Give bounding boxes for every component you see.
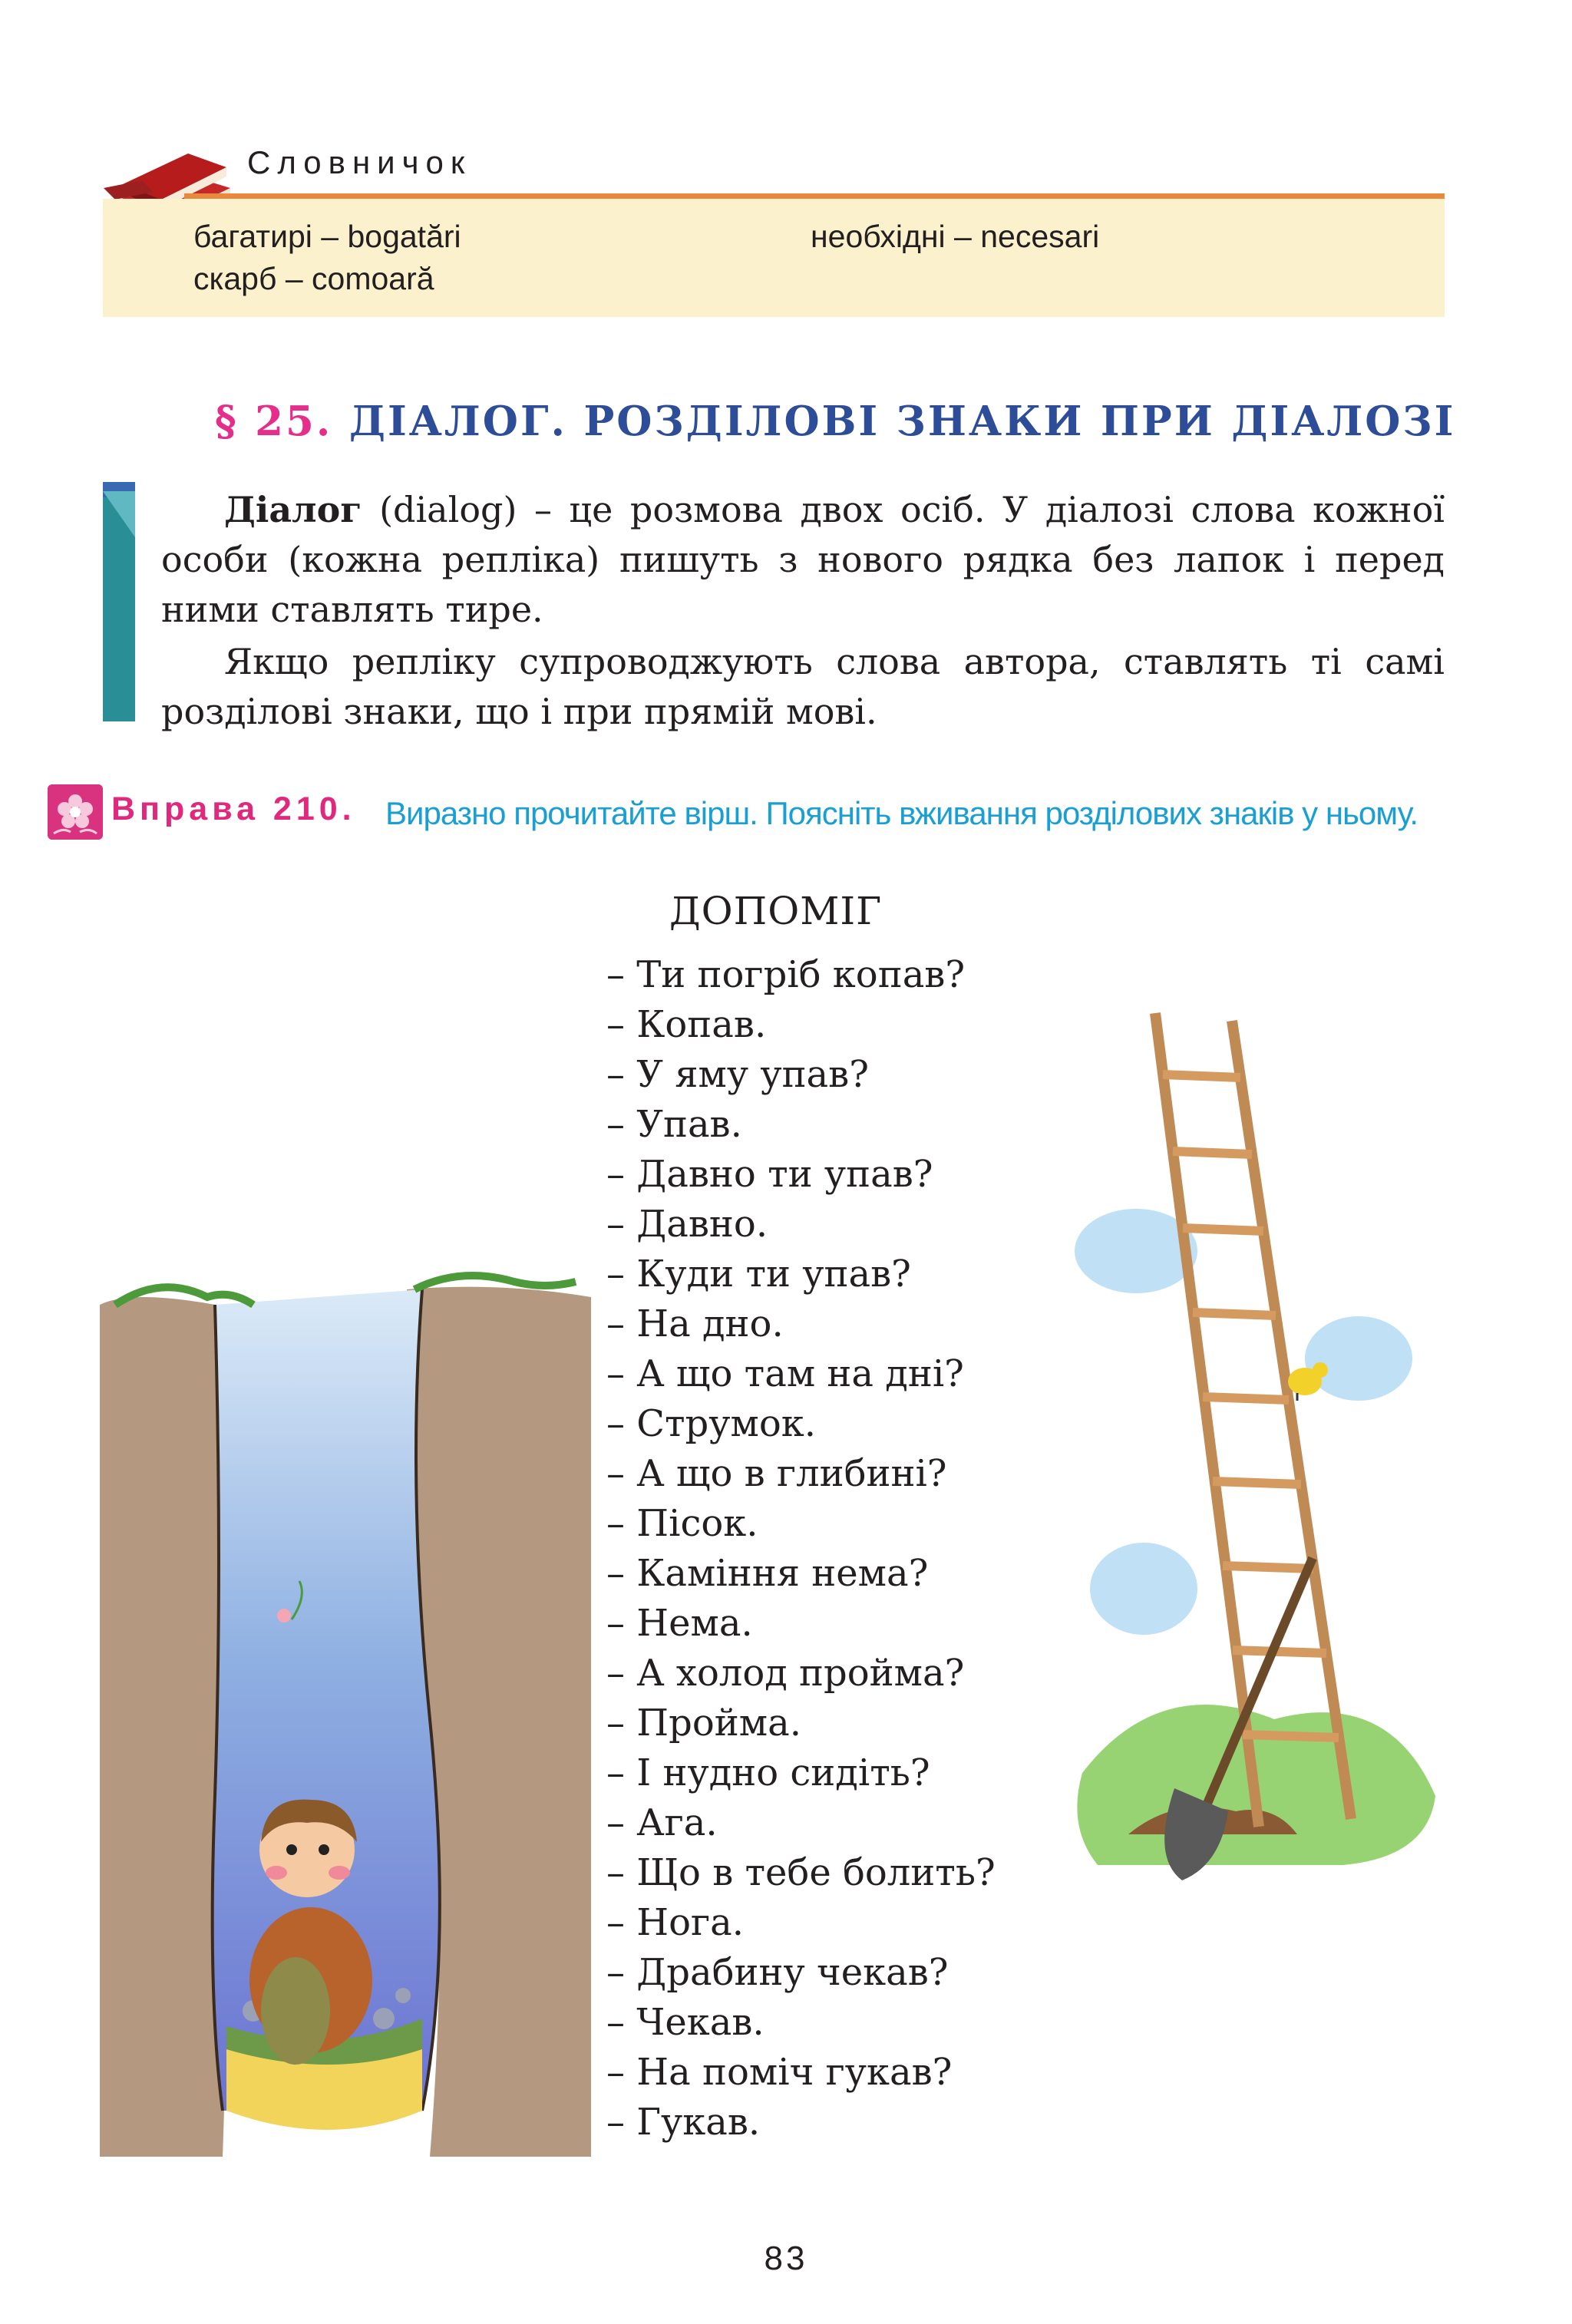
poem-line: – Давно. — [606, 1203, 768, 1246]
poem-line: – Куди ти упав? — [606, 1253, 911, 1296]
rule-term: Діалог — [224, 489, 362, 530]
section-number: § 25. — [215, 398, 333, 445]
poem-line: – Нема. — [606, 1602, 753, 1645]
rule-definition: (dialog) – це розмова двох осіб. У діалозі слова кожної особи (кожна репліка) пишуть з нового рядка без лапок і перед ними ставлять тире. — [161, 489, 1445, 630]
poem-line: – Гукав. — [606, 2101, 761, 2144]
poem-line: – Чекав. — [606, 2001, 765, 2044]
poem-line: – Що в тебе болить? — [606, 1851, 996, 1894]
vocabulary-divider — [184, 193, 1445, 199]
ladder-and-shovel-illustration — [1067, 998, 1451, 2019]
poem-line: – Ага. — [606, 1801, 718, 1844]
poem-line: – Упав. — [606, 1103, 742, 1146]
poem-line: – Пісок. — [606, 1502, 758, 1545]
page-number: 83 — [764, 2240, 808, 2277]
vocabulary-entry: багатирі – bogatări — [193, 219, 461, 254]
poem-line: – А що в глибині? — [606, 1452, 947, 1495]
vocabulary-title: Словничок — [247, 144, 472, 180]
poem-line: – На дно. — [606, 1302, 784, 1345]
poem-line: – Струмок. — [606, 1402, 816, 1445]
poem-line: – Копав. — [606, 1003, 767, 1046]
poem-title: ДОПОМІГ — [669, 889, 883, 933]
poem-lines — [606, 950, 996, 2147]
rule-marker-accent — [103, 491, 135, 537]
vocabulary-entry: скарб – comoară — [193, 261, 434, 296]
vocabulary-entry: необхідні – necesari — [811, 219, 1100, 254]
section-title: ДІАЛОГ. РОЗДІЛОВІ ЗНАКИ ПРИ ДІАЛОЗІ — [348, 398, 1456, 445]
poem-line: – Нога. — [606, 1901, 745, 1944]
flower-icon — [48, 784, 103, 840]
poem-line: – Пройма. — [606, 1702, 801, 1745]
poem-line: – Драбину чекав? — [606, 1951, 949, 1994]
poem-line: – На поміч гукав? — [606, 2051, 953, 2094]
poem-line: – Давно ти упав? — [606, 1153, 933, 1196]
exercise-task: Виразно прочитайте вірш. Поясніть вживання розділових знаків у ньому. — [385, 795, 1418, 831]
poem-line: – А що там на дні? — [606, 1352, 964, 1395]
boy-in-pit-illustration — [100, 1259, 591, 2157]
section-heading — [215, 398, 1455, 445]
vocabulary-box — [103, 199, 1445, 317]
poem-line: – І нудно сидіть? — [606, 1751, 930, 1794]
rule-paragraph-2: Якщо репліку супроводжують слова автора, ставлять ті самі розділові знаки, що і при прямій мові. — [161, 641, 1445, 732]
poem-line: – Ти погріб копав? — [606, 953, 966, 996]
poem-line: – Каміння нема? — [606, 1552, 929, 1595]
exercise-label: Вправа 210. — [111, 791, 356, 827]
poem-line: – А холод пройма? — [606, 1652, 965, 1695]
rule-paragraph-1 — [161, 485, 1445, 635]
poem-line: – У яму упав? — [606, 1053, 869, 1096]
